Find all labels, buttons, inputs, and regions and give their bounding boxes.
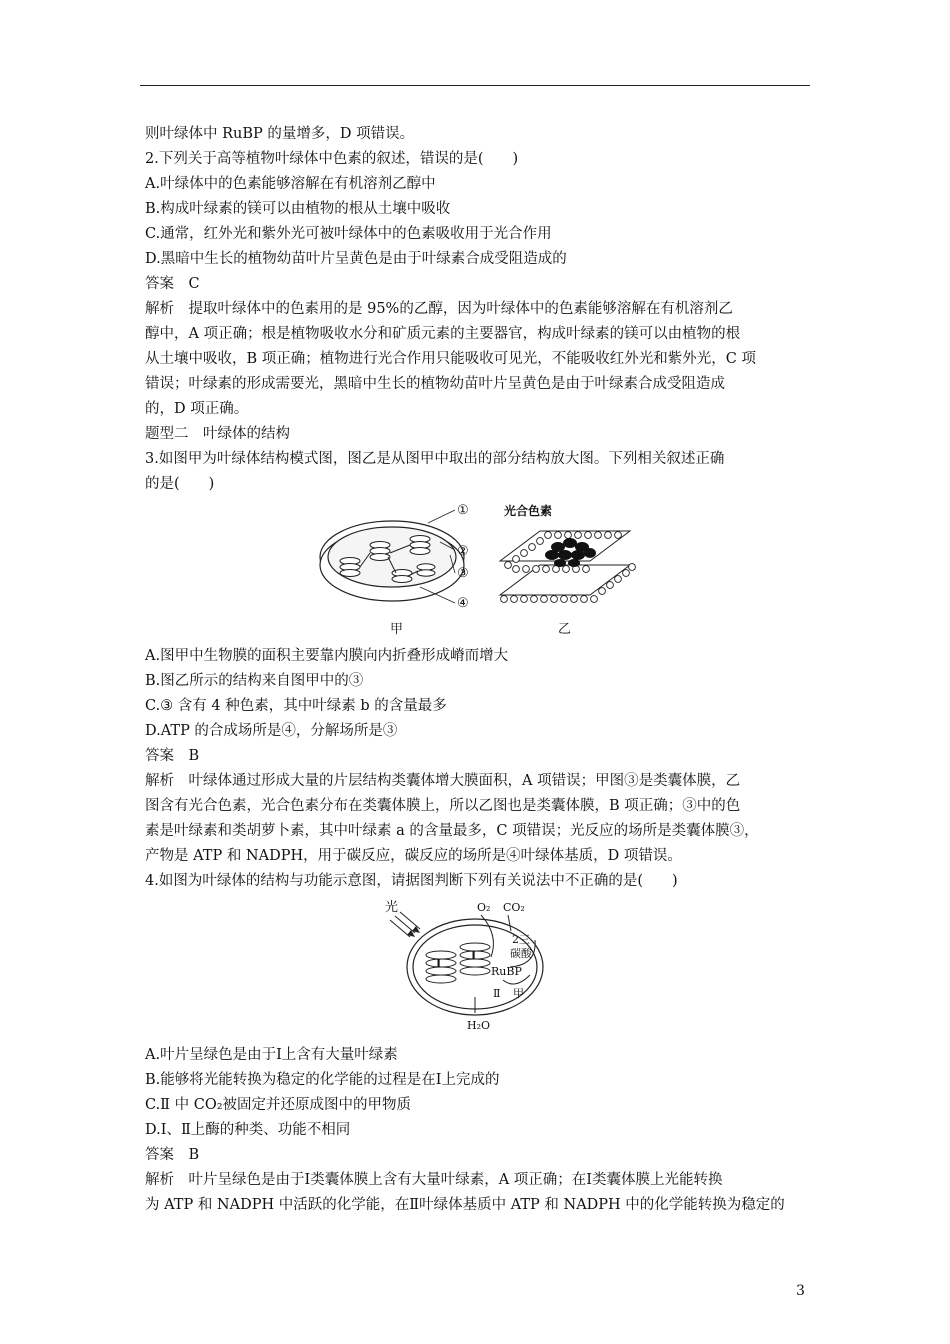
page-number: 3 [796, 1283, 805, 1299]
q3-stem-line: 的是( ) [145, 476, 215, 492]
roman-1-right: Ⅰ [471, 949, 477, 962]
q2-analysis-line: 错误；叶绿素的形成需要光，黑暗中生长的植物幼苗叶片呈黄色是由于叶绿素合成受阻造成 [145, 376, 725, 392]
q2-stem: 2.下列关于高等植物叶绿体中色素的叙述，错误的是( ) [145, 151, 519, 167]
pigment-label: 光合色素 [504, 504, 553, 518]
caption-yi: 乙 [558, 622, 572, 637]
marker-1: ① [457, 503, 469, 518]
h2o-label: H₂O [467, 1019, 491, 1032]
chloroplast-diagram-jia [320, 510, 464, 603]
q2-option-a: A.叶绿体中的色素能够溶解在有机溶剂乙醇中 [145, 176, 436, 192]
rubp-label: RuBP [491, 965, 522, 978]
c3-label-1: 2三 [512, 933, 530, 946]
q2-analysis-line: 醇中，A 项正确；根是植物吸收水分和矿质元素的主要器官，构成叶绿素的镁可以由植物的根 [145, 326, 741, 342]
q3-option-a: A.图甲中生物膜的面积主要靠内膜向内折叠形成嵴而增大 [145, 648, 509, 664]
q3-option-b: B.图乙所示的结构来自图甲中的③ [145, 673, 364, 689]
q3-analysis-line: 产物是 ATP 和 NADPH，用于碳反应，碳反应的场所是④叶绿体基质，D 项错误。 [145, 848, 682, 864]
marker-4: ④ [457, 596, 469, 611]
q3-option-d: D.ATP 的合成场所是④，分解场所是③ [145, 723, 398, 739]
header-rule [140, 85, 810, 86]
thylakoid-membrane-yi [500, 503, 635, 637]
q4-option-c: C.Ⅱ 中 CO₂被固定并还原成图中的甲物质 [145, 1097, 412, 1113]
chloroplast-structure-figure [310, 495, 640, 640]
intro-line: 则叶绿体中 RuBP 的量增多，D 项错误。 [145, 126, 415, 142]
q2-option-c: C.通常，红外光和紫外光可被叶绿体中的色素吸收用于光合作用 [145, 226, 552, 242]
chloroplast-function-figure [385, 895, 555, 1040]
q4-answer: 答案 B [145, 1147, 200, 1163]
q3-option-c: C.③ 含有 4 种色素，其中叶绿素 b 的含量最多 [145, 698, 447, 714]
q2-analysis-line: 从土壤中吸收，B 项正确；植物进行光合作用只能吸收可见光，不能吸收红外光和紫外光，C 项 [145, 351, 756, 367]
q4-analysis-line: 解析 叶片呈绿色是由于Ⅰ类囊体膜上含有大量叶绿素，A 项正确；在Ⅰ类囊体膜上光能转换 [145, 1172, 723, 1188]
roman-2-label: Ⅱ [493, 987, 501, 1000]
q3-answer: 答案 B [145, 748, 200, 764]
marker-3: ③ [457, 566, 469, 581]
q2-analysis-line: 的，D 项正确。 [145, 401, 249, 417]
q4-stem: 4.如图为叶绿体的结构与功能示意图，请据图判断下列有关说法中不正确的是( ) [145, 873, 678, 889]
q4-option-b: B.能够将光能转换为稳定的化学能的过程是在Ⅰ上完成的 [145, 1072, 500, 1088]
q4-option-d: D.Ⅰ、Ⅱ上酶的种类、功能不相同 [145, 1122, 351, 1138]
q2-analysis-line: 解析 提取叶绿体中的色素用的是 95%的乙醇，因为叶绿体中的色素能够溶解在有机溶剂乙 [145, 301, 733, 317]
light-label: 光 [385, 900, 399, 915]
q4-analysis-line: 为 ATP 和 NADPH 中活跃的化学能，在Ⅱ叶绿体基质中 ATP 和 NADPH 中的化学能转换为稳定的 [145, 1197, 785, 1213]
c3-label-2: 碳酸 [510, 947, 532, 960]
q2-answer: 答案 C [145, 276, 200, 292]
jia-label: 甲 [513, 987, 524, 1000]
q3-stem-line: 3.如图甲为叶绿体结构模式图，图乙是从图甲中取出的部分结构放大图。下列相关叙述正确 [145, 451, 725, 467]
marker-2: ② [457, 544, 469, 559]
q3-analysis-line: 图含有光合色素，光合色素分布在类囊体膜上，所以乙图也是类囊体膜，B 项正确；③中的色 [145, 798, 741, 814]
section-title: 题型二 叶绿体的结构 [145, 426, 290, 442]
o2-label: O₂ [477, 901, 491, 914]
co2-label: CO₂ [503, 901, 525, 914]
roman-1-left: Ⅰ [436, 957, 442, 970]
caption-jia: 甲 [390, 622, 404, 637]
q4-option-a: A.叶片呈绿色是由于Ⅰ上含有大量叶绿素 [145, 1047, 398, 1063]
q3-analysis-line: 解析 叶绿体通过形成大量的片层结构类囊体增大膜面积，A 项错误；甲图③是类囊体膜，乙 [145, 773, 741, 789]
q2-option-b: B.构成叶绿素的镁可以由植物的根从土壤中吸收 [145, 201, 451, 217]
q2-option-d: D.黑暗中生长的植物幼苗叶片呈黄色是由于叶绿素合成受阻造成的 [145, 251, 567, 267]
q3-analysis-line: 素是叶绿素和类胡萝卜素，其中叶绿素 a 的含量最多，C 项错误；光反应的场所是类囊体膜③， [145, 823, 759, 839]
